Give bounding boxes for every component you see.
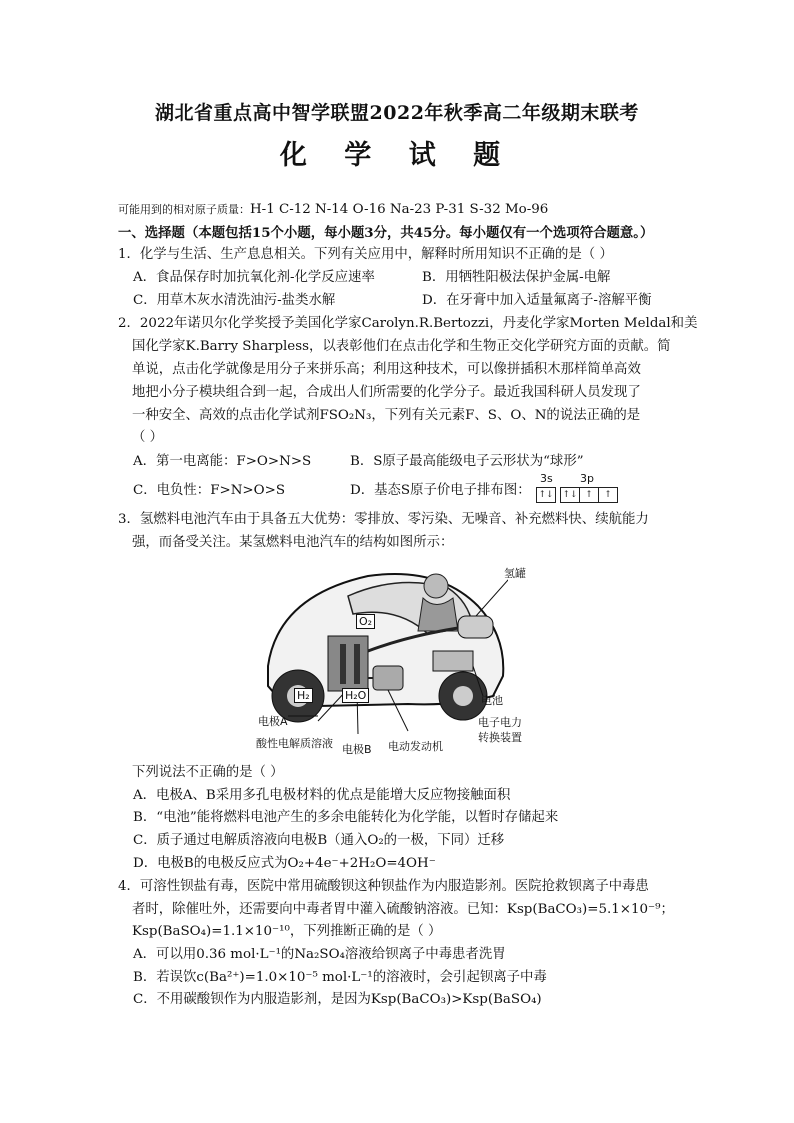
q2-line-6: （ ） — [132, 430, 164, 445]
label-hydrogen-tank: 氢罐 — [504, 567, 526, 580]
orbital-3p-2: ↑ — [580, 488, 599, 502]
q2-line-4: 地把小分子模块组合到一起，合成出人们所需要的化学分子。最近我国科研人员发现了 — [132, 385, 641, 400]
label-converter-line1: 电子电力 — [478, 716, 522, 729]
orbital-3p-3: ↑ — [604, 490, 612, 500]
q4-line-3: Ksp(BaSO₄)=1.1×10⁻¹⁰，下列推断正确的是（ ） — [132, 924, 442, 939]
electrode-b-shape — [354, 644, 360, 684]
orbital-3p-label: 3p — [580, 472, 594, 485]
orbital-3p-1: ↑↓ — [561, 488, 580, 502]
q3-line-1: 3．氢燃料电池汽车由于具备五大优势：零排放、零污染、无噪音、补充燃料快、续航能力 — [118, 512, 649, 527]
atomic-masses-values: H-1 C-12 N-14 O-16 Na-23 P-31 S-32 Mo-96 — [250, 202, 549, 217]
rear-wheel-hub — [453, 686, 473, 706]
fuel-cell-car-figure — [258, 556, 508, 756]
h2-label: H₂ — [294, 688, 313, 703]
q2-option-b: B．S原子最高能级电子云形状为“球形” — [350, 454, 584, 469]
q3-stem: 下列说法不正确的是（ ） — [132, 765, 284, 780]
exam-title: 湖北省重点高中智学联盟2022年秋季高二年级期末联考 — [155, 102, 639, 124]
q3-option-a: A．电极A、B采用多孔电极材料的优点是能增大反应物接触面积 — [133, 788, 511, 803]
q2-line-5: 一种安全、高效的点击化学试剂FSO₂N₃，下列有关元素F、S、O、N的说法正确的是 — [132, 408, 641, 423]
orbital-3s-electrons: ↑↓ — [538, 490, 554, 500]
driver-head — [424, 574, 448, 598]
atomic-masses-label: 可能用到的相对原子质量： — [118, 203, 250, 216]
label-electrolyte: 酸性电解质溶液 — [256, 737, 333, 750]
q3-line-2: 强，而备受关注。某氢燃料电池汽车的结构如图所示： — [132, 535, 454, 550]
q2-line-2: 国化学家K.Barry Sharpless，以表彰他们在点击化学和生物正交化学研究方面的贡献。简 — [132, 339, 671, 354]
q2-line-3: 单说，点击化学就像是用分子来拼乐高；利用这种技术，可以像拼插积木那样简单高效 — [132, 362, 641, 377]
orbital-3s-label: 3s — [540, 472, 553, 485]
q4-option-a: A．可以用0.36 mol·L⁻¹的Na₂SO₄溶液给钡离子中毒患者洗胃 — [133, 947, 506, 962]
electrode-a-shape — [340, 644, 346, 684]
motor-shape — [373, 666, 403, 690]
fuel-cell-stack — [328, 636, 368, 691]
q4-line-1: 4．可溶性钡盐有毒，医院中常用硫酸钡这种钡盐作为内服造影剂。医院抢救钡离子中毒患 — [118, 879, 649, 894]
q4-line-2: 者时，除催吐外，还需要向中毒者胃中灌入硫酸钠溶液。已知：Ksp(BaCO₃)=5.1×10⁻⁹； — [132, 902, 674, 917]
q2-option-a: A．第一电离能：F>O>N>S — [133, 454, 312, 469]
q3-option-c: C．质子通过电解质溶液向电极B（通入O₂的一极，下同）迁移 — [133, 833, 505, 848]
label-motor: 电动发动机 — [388, 740, 443, 753]
q4-option-b: B．若误饮c(Ba²⁺)=1.0×10⁻⁵ mol·L⁻¹的溶液时，会引起钡离子中毒 — [133, 970, 547, 985]
label-electrode-b: 电极B — [342, 743, 372, 756]
q1-option-c: C．用草木灰水清洗油污-盐类水解 — [133, 293, 336, 308]
q1-stem: 1．化学与生活、生产息息相关。下列有关应用中，解释时所用知识不正确的是（ ） — [118, 247, 613, 262]
q2-option-d: D．基态S原子价电子排布图： — [350, 483, 531, 498]
atomic-masses — [118, 200, 548, 220]
q1-option-a: A．食品保存时加抗氧化剂-化学反应速率 — [133, 270, 375, 285]
orbital-diagram — [532, 472, 622, 504]
o2-label: O₂ — [356, 614, 375, 629]
q3-option-d: D．电极B的电极反应式为O₂+4e⁻+2H₂O=4OH⁻ — [133, 856, 436, 871]
q1-option-b: B．用牺牲阳极法保护金属-电解 — [422, 270, 611, 285]
q2-option-c: C．电负性：F>N>O>S — [133, 483, 286, 498]
q3-option-b: B．“电池”能将燃料电池产生的多余电能转化为化学能，以暂时存储起来 — [133, 810, 559, 825]
q4-option-c: C．不用碳酸钡作为内服造影剂，是因为Ksp(BaCO₃)>Ksp(BaSO₄) — [133, 992, 542, 1007]
q1-option-d: D．在牙膏中加入适量氟离子-溶解平衡 — [422, 293, 652, 308]
battery-shape — [433, 651, 473, 671]
section-heading: 一、选择题（本题包括15个小题，每小题3分，共45分。每小题仅有一个选项符合题意。） — [118, 225, 654, 241]
h2o-label: H₂O — [342, 688, 369, 703]
orbital-3p-box — [560, 487, 618, 503]
label-battery: 电池 — [481, 694, 503, 707]
label-converter-line2: 转换装置 — [478, 731, 522, 744]
label-electrode-a: 电极A — [258, 715, 288, 728]
subject-title: 化 学 试 题 — [279, 140, 515, 171]
q2-line-1: 2．2022年诺贝尔化学奖授予美国化学家Carolyn.R.Bertozzi，丹麦化学家Morten Meldal和美 — [118, 316, 698, 331]
orbital-3s-box — [536, 487, 556, 503]
hydrogen-tank-shape — [458, 616, 493, 638]
car-illustration — [258, 556, 508, 756]
